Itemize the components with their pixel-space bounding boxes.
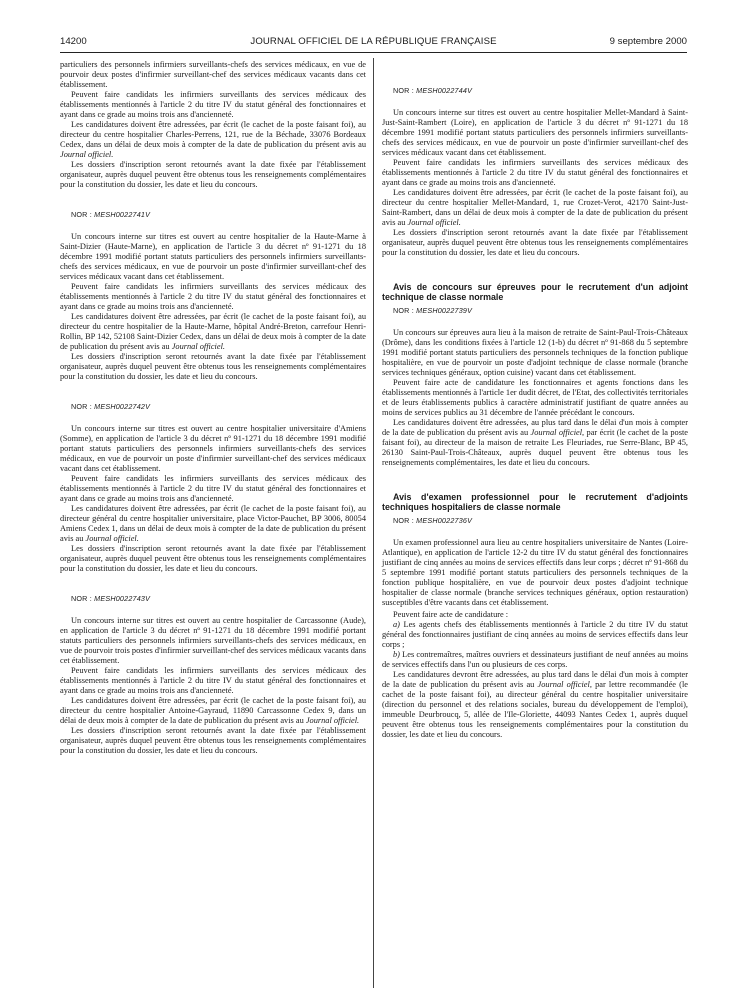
- page-header: [60, 36, 687, 50]
- paragraph: Un concours interne sur titres est ouvert au centre hospitalier universitaire d'Amiens (Somme), en application de l'article 3 du décret nº 91-1271 du 18 décembre 1991 modifié portant statuts particuliers des personnels infirmiers surveillants-chefs des services médicaux, en vue de pourvoir un poste d'infirmier surveillant-chef des services médicaux vacant dans cet établissement.: [60, 424, 366, 473]
- paragraph: Un concours sur épreuves aura lieu à la maison de retraite de Saint-Paul-Trois-Châteaux (Drôme), dans les conditions fixées à l'article 12 (1-b) du décret nº 91-868 du 5 septembre 1991 modifié portant statuts particuliers des personnels techniques de la fonction publique hospitalière, en vue de pourvoir un poste d'adjoint technique de classe normale (branche services techniques généraux, option cuisine) vacant dans cet établissement.: [382, 327, 688, 377]
- paragraph: Les candidatures doivent être adressées, par écrit (le cachet de la poste faisant foi), au directeur du centre hospitalier Antoine-Gayraud, 11890 Carcassonne Cedex 9, dans un délai de deux mois à compter de la date de publication du présent avis au Journal officiel.: [60, 696, 366, 725]
- notice: [60, 232, 366, 382]
- paragraph: Un examen professionnel aura lieu au centre hospitaliers universitaire de Nantes (Loire-Atlantique), en application de l'article 12-2 du titre IV du statut général des fonctionnaires justifiant de cinq années au moins de services effectifs dans leur corps ; décret nº 91-868 du 5 septembre 1991 modifié portant statuts particuliers des personnels techniques de la fonction publique hospitalière, en vue de pourvoir deux postes d'adjoint technique hospitalier de classe normale (branche services techniques généraux, option restauration) susceptibles d'être vacants dans cet établissement.: [382, 537, 688, 607]
- paragraph: Un concours interne sur titres est ouvert au centre hospitalier de Carcassonne (Aude), en application de l'article 3 du décret nº 91-1271 du 18 décembre 1991 modifié portant statuts particuliers des personnels infirmiers surveillants-chefs des services médicaux, en vue de pourvoir trois postes d'infirmier surveillant-chef des services médicaux vacants dans cet établissement.: [60, 616, 366, 665]
- paragraph: Les dossiers d'inscription seront retournés avant la date fixée par l'établissement organisateur, auprès duquel peuvent être obtenus tous les renseignements complémentaires pour la constitution du dossier, les date et lieu du concours.: [60, 544, 366, 573]
- paragraph: Les dossiers d'inscription seront retournés avant la date fixée par l'établissement organisateur, auprès duquel peuvent être obtenus tous les renseignements complémentaires pour la constitution du dossier, les date et lieu du concours.: [60, 726, 366, 755]
- nor-reference: NOR : MESH0022741V: [71, 210, 151, 219]
- nor-reference: NOR : MESH0022736V: [393, 515, 473, 525]
- paragraph: Peuvent faire candidats les infirmiers surveillants des services médicaux des établissements mentionnés à l'article 2 du titre IV du statut général des fonctionnaires et ayant dans ce grade au moins trois ans d'ancienneté.: [60, 666, 366, 695]
- right-column: [382, 60, 688, 740]
- journal-title: JOURNAL OFFICIEL DE LA RÉPUBLIQUE FRANÇAISE: [250, 36, 497, 47]
- nor-reference: NOR : MESH0022744V: [393, 86, 473, 95]
- paragraph: Peuvent faire acte de candidature :: [393, 609, 509, 619]
- paragraph: Les candidatures doivent être adressées, au plus tard dans le délai d'un mois à compter de la date de publication du présent avis au Journal officiel, par écrit (le cachet de la poste faisant foi), au directeur de la maison de retraite Les Fleuriades, rue Serre-Blanc, BP 45, 26130 Saint-Paul-Trois-Châteaux, auprès duquel peuvent être obtenus tous les renseignements complémentaires, les date et lieu du concours.: [382, 417, 688, 467]
- nor-reference: NOR : MESH0022739V: [393, 305, 473, 315]
- notice-continued: [60, 60, 366, 190]
- notice: [382, 108, 688, 258]
- paragraph: Peuvent faire candidats les infirmiers surveillants des services médicaux des établissements mentionnés à l'article 2 du titre IV du statut général des fonctionnaires et ayant dans ce grade au moins trois ans d'ancienneté.: [60, 282, 366, 311]
- paragraph: Les dossiers d'inscription seront retournés avant la date fixée par l'établissement organisateur, auprès duquel peuvent être obtenus tous les renseignements complémentaires pour la constitution du dossier, les date et lieu du concours.: [60, 160, 366, 189]
- notice: [382, 328, 688, 468]
- paragraph: Les dossiers d'inscription seront retournés avant la date fixée par l'établissement organisateur, auprès duquel peuvent être obtenus tous les renseignements complémentaires pour la constitution du dossier, les date et lieu du concours.: [60, 352, 366, 381]
- paragraph: Les candidatures devront être adressées, au plus tard dans le délai d'un mois à compter de la date de publication du présent avis au Journal officiel, par lettre recommandée (le cachet de la poste faisant foi), au directeur général du centre hospitalier universitaire (direction du personnel et des relations sociales, bureau du développement de l'emploi), immeuble Deurbroucq, 5, allée de l'Ile-Gloriette, 44093 Nantes Cedex 1, auprès duquel peuvent être obtenus tous les renseignements complémentaires pour la constitution du dossier, les date et lieu du concours.: [382, 669, 688, 739]
- header-rule: [60, 52, 687, 53]
- paragraph: Les candidatures doivent être adressées, par écrit (le cachet de la poste faisant foi), au directeur du centre hospitalier de la Haute-Marne, hôpital André-Breton, carrefour Henri-Rollin, BP 142, 52108 Saint-Dizier Cedex, dans un délai de deux mois à compter de la date de publication du présent avis au Journal officiel.: [60, 312, 366, 351]
- notice-title: Avis d'examen professionnel pour le recrutement d'adjoints techniques hospitaliers de classe normale: [382, 491, 688, 513]
- left-column: [60, 60, 366, 756]
- nor-reference: NOR : MESH0022742V: [71, 402, 151, 411]
- paragraph: Les candidatures doivent être adressées, par écrit (le cachet de la poste faisant foi), au directeur du centre hospitalier Mellet-Mandard, 1, rue Crozet-Verot, 42170 Saint-Just-Saint-Rambert, dans un délai de deux mois à compter de la date de publication du présent avis au Journal officiel.: [382, 188, 688, 227]
- notice: [60, 424, 366, 574]
- paragraph: Un concours interne sur titres est ouvert au centre hospitalier de la Haute-Marne à Saint-Dizier (Haute-Marne), en application de l'article 3 du décret nº 91-1271 du 18 décembre 1991 modifié portant statuts particuliers des personnels infirmiers surveillants-chefs des services médicaux, en vue de pourvoir un poste d'infirmier surveillant-chef des services médicaux vacant dans cet établissement.: [60, 232, 366, 281]
- paragraph: Peuvent faire candidats les infirmiers surveillants des services médicaux des établissements mentionnés à l'article 2 du titre IV du statut général des fonctionnaires et ayant dans ce grade au moins trois ans d'ancienneté.: [60, 90, 366, 119]
- paragraph: particuliers des personnels infirmiers surveillants-chefs des services médicaux, en vue de pourvoir deux postes d'infirmier surveillant-chef des services médicaux vacants dans cet établissement.: [60, 60, 366, 89]
- nor-reference: NOR : MESH0022743V: [71, 594, 151, 603]
- paragraph: Un concours interne sur titres est ouvert au centre hospitalier Mellet-Mandard à Saint-Just-Saint-Rambert (Loire), en application de l'article 3 du décret nº 91-1271 du 18 décembre 1991 modifié portant statuts particuliers des personnels infirmiers surveillants-chefs des services médicaux, en vue de pourvoir un poste d'infirmier surveillant-chef des services médicaux vacant dans cet établissement.: [382, 108, 688, 157]
- paragraph: Les candidatures doivent être adressées, par écrit (le cachet de la poste faisant foi), au directeur général du centre hospitalier universitaire, place Victor-Pauchet, BP 3006, 80054 Amiens Cedex 1, dans un délai de deux mois à compter de la date de publication du présent avis au Journal officiel.: [60, 504, 366, 543]
- paragraph: Peuvent faire candidats les infirmiers surveillants des services médicaux des établissements mentionnés à l'article 2 du titre IV du statut général des fonctionnaires et ayant dans ce grade au moins trois ans d'ancienneté.: [60, 474, 366, 503]
- notice-title: Avis de concours sur épreuves pour le recrutement d'un adjoint technique de classe normale: [382, 282, 688, 303]
- issue-date: 9 septembre 2000: [609, 36, 687, 47]
- paragraph: Les candidatures doivent être adressées, par écrit (le cachet de la poste faisant foi), au directeur du centre hospitalier Charles-Perrens, 121, rue de la Béchade, 33076 Bordeaux Cedex, dans un délai de deux mois à compter de la date de publication du présent avis au Journal officiel.: [60, 120, 366, 159]
- paragraph: Peuvent faire candidats les infirmiers surveillants des services médicaux des établissements mentionnés à l'article 2 du titre IV du statut général des fonctionnaires et ayant dans ce grade au moins trois ans d'ancienneté.: [382, 158, 688, 187]
- paragraph: Les dossiers d'inscription seront retournés avant la date fixée par l'établissement organisateur, auprès duquel peuvent être obtenus tous les renseignements complémentaires pour la constitution du dossier, les date et lieu du concours.: [382, 228, 688, 257]
- notice: [60, 616, 366, 756]
- notice: [382, 538, 688, 740]
- page-number: 14200: [60, 36, 87, 47]
- list-item: b) Les contremaîtres, maîtres ouvriers et dessinateurs justifiant de neuf années au moins de services effectifs dans l'un ou plusieurs de ces corps.: [382, 649, 688, 669]
- column-divider: [373, 58, 374, 988]
- paragraph: Peuvent faire acte de candidature les fonctionnaires et agents fonctions dans les établissements mentionnés à l'article 1er dudit décret, de l'Etat, des collectivités territoriales et de leurs établissements publics à caractère administratif justifiant de quatre années au moins de services publics au 31 décembre de l'année précédant le concours.: [382, 377, 688, 417]
- list-item: a) Les agents chefs des établissements mentionnés à l'article 2 du titre IV du statut général des fonctionnaires justifiant de cinq années au moins de services effectifs dans leur corps ;: [382, 619, 688, 649]
